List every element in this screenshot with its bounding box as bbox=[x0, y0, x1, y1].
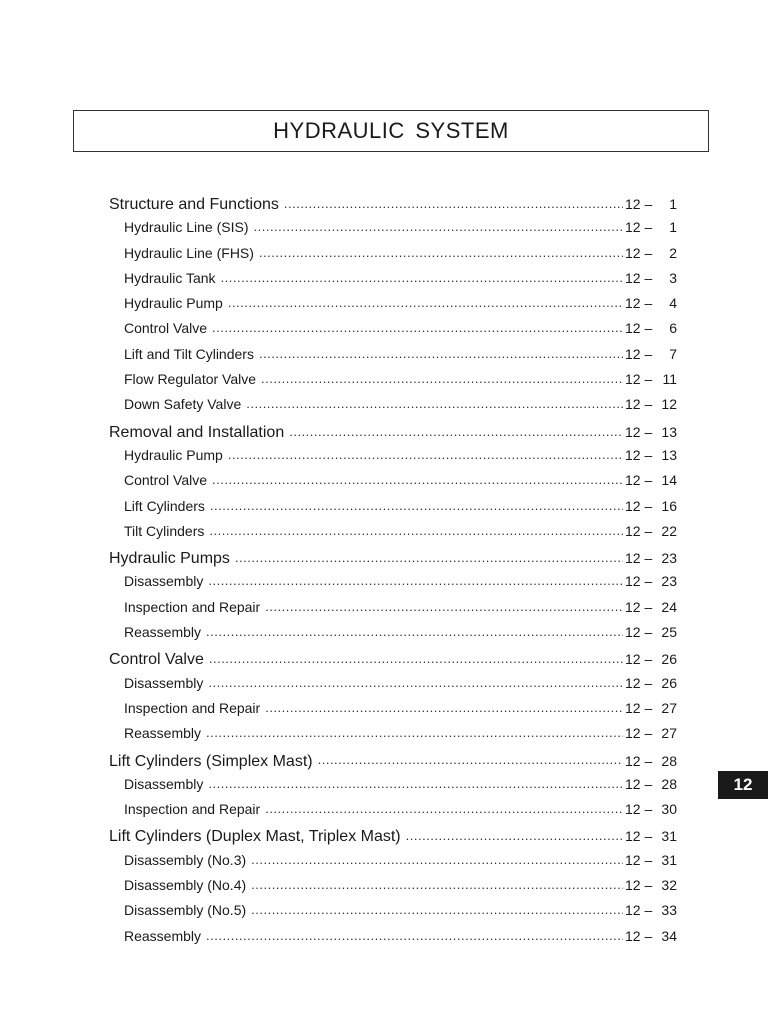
toc-page-number: 1 bbox=[669, 196, 677, 212]
toc-page-chapter: 12 – bbox=[625, 651, 653, 668]
toc-page-ref bbox=[623, 270, 677, 286]
toc-page-chapter: 12 – bbox=[625, 902, 653, 919]
toc-page-chapter: 12 – bbox=[625, 269, 653, 286]
page-title: HYDRAULIC SYSTEM bbox=[273, 118, 509, 143]
toc-page-chapter: 12 – bbox=[625, 196, 653, 212]
toc-page-chapter: 12 – bbox=[625, 851, 653, 868]
toc-entry-label: Flow Regulator Valve bbox=[124, 371, 257, 388]
toc-page-number: 31 bbox=[661, 851, 677, 868]
title-box bbox=[73, 110, 709, 152]
toc-entry-label: Control Valve bbox=[124, 472, 208, 489]
toc-subentry[interactable] bbox=[109, 294, 677, 319]
toc-page-number: 23 bbox=[661, 550, 677, 567]
toc-page-chapter: 12 – bbox=[625, 775, 653, 792]
toc-page-ref bbox=[623, 902, 677, 918]
toc-entry-label: Reassembly bbox=[124, 927, 202, 944]
dot-leader bbox=[208, 572, 623, 586]
dot-leader bbox=[228, 294, 623, 308]
toc-page-ref bbox=[623, 245, 677, 261]
toc-page-number: 24 bbox=[661, 598, 677, 615]
toc-entry-label: Disassembly bbox=[124, 674, 204, 691]
toc-subentry[interactable] bbox=[109, 395, 677, 420]
toc-subentry[interactable] bbox=[109, 623, 677, 648]
toc-page-ref bbox=[623, 573, 677, 589]
dot-leader bbox=[206, 623, 623, 637]
toc-entry-label: Lift and Tilt Cylinders bbox=[124, 345, 254, 362]
toc-page-chapter: 12 – bbox=[625, 598, 653, 615]
dot-leader bbox=[261, 370, 623, 384]
dot-leader bbox=[251, 876, 623, 890]
toc-page-ref bbox=[623, 523, 677, 539]
toc-page-chapter: 12 – bbox=[625, 674, 653, 691]
toc-page-number: 33 bbox=[661, 902, 677, 919]
toc-page-ref bbox=[623, 447, 677, 463]
chapter-tab: 12 bbox=[718, 771, 768, 799]
toc-entry-label: Reassembly bbox=[124, 624, 202, 641]
toc-page-number: 28 bbox=[661, 752, 677, 769]
toc-subentry[interactable] bbox=[109, 572, 677, 597]
toc-page-number: 1 bbox=[669, 219, 677, 236]
toc-subentry[interactable] bbox=[109, 471, 677, 496]
toc-entry-label: Hydraulic Pumps bbox=[109, 550, 230, 568]
dot-leader bbox=[254, 218, 624, 232]
toc-subentry[interactable] bbox=[109, 446, 677, 471]
dot-leader bbox=[209, 648, 623, 664]
toc-entry-label: Lift Cylinders (Simplex Mast) bbox=[109, 752, 313, 770]
toc-page-ref bbox=[623, 776, 677, 792]
toc-page-number: 4 bbox=[669, 295, 677, 312]
toc-page-chapter: 12 – bbox=[625, 371, 653, 388]
toc-page-ref bbox=[623, 346, 677, 362]
toc-page-chapter: 12 – bbox=[625, 320, 653, 337]
toc-page-ref bbox=[623, 196, 677, 212]
toc-page-ref bbox=[623, 219, 677, 235]
toc-section-entry[interactable] bbox=[109, 750, 677, 775]
toc-section-entry[interactable] bbox=[109, 421, 677, 446]
toc-page-number: 27 bbox=[661, 699, 677, 716]
dot-leader bbox=[210, 497, 623, 511]
toc-page-ref bbox=[623, 498, 677, 514]
toc-page-number: 27 bbox=[661, 725, 677, 742]
toc-page-ref bbox=[623, 675, 677, 691]
toc-page-number: 16 bbox=[661, 497, 677, 514]
toc-entry-label: Control Valve bbox=[109, 651, 204, 669]
dot-leader bbox=[284, 193, 623, 209]
dot-leader bbox=[289, 421, 623, 437]
toc-page-number: 22 bbox=[661, 522, 677, 539]
toc-page-chapter: 12 – bbox=[625, 573, 653, 590]
toc-page-ref bbox=[623, 472, 677, 488]
toc-entry-label: Hydraulic Line (SIS) bbox=[124, 219, 249, 236]
toc-page-number: 7 bbox=[669, 345, 677, 362]
toc-subentry[interactable] bbox=[109, 851, 677, 876]
toc-subentry[interactable] bbox=[109, 674, 677, 699]
toc-entry-label: Hydraulic Pump bbox=[124, 446, 223, 463]
toc-entry-label: Down Safety Valve bbox=[124, 396, 242, 413]
toc-subentry[interactable] bbox=[109, 345, 677, 370]
toc-page-ref bbox=[623, 396, 677, 412]
toc-page-chapter: 12 – bbox=[625, 396, 653, 413]
toc-entry-label: Hydraulic Pump bbox=[124, 295, 223, 312]
dot-leader bbox=[221, 269, 623, 283]
toc-page-chapter: 12 – bbox=[625, 828, 653, 845]
toc-page-ref bbox=[623, 424, 677, 440]
toc-entry-label: Inspection and Repair bbox=[124, 699, 261, 716]
dot-leader bbox=[206, 724, 623, 738]
toc-entry-label: Structure and Functions bbox=[109, 196, 279, 213]
toc-page-ref bbox=[623, 852, 677, 868]
toc-section-entry[interactable] bbox=[109, 648, 677, 673]
toc-subentry[interactable] bbox=[109, 319, 677, 344]
toc-subentry[interactable] bbox=[109, 724, 677, 749]
toc-page-number: 6 bbox=[669, 320, 677, 337]
toc-entry-label: Tilt Cylinders bbox=[124, 522, 205, 539]
toc-section-entry[interactable] bbox=[109, 547, 677, 572]
toc-subentry[interactable] bbox=[109, 598, 677, 623]
toc-page-chapter: 12 – bbox=[625, 624, 653, 641]
toc-entry-label: Inspection and Repair bbox=[124, 598, 261, 615]
toc-entry-label: Removal and Installation bbox=[109, 423, 285, 441]
toc-page-number: 13 bbox=[661, 423, 677, 440]
toc-page-ref bbox=[623, 651, 677, 667]
toc-subentry[interactable] bbox=[109, 876, 677, 901]
dot-leader bbox=[318, 750, 623, 766]
toc-page-number: 31 bbox=[661, 828, 677, 845]
toc-section-entry[interactable] bbox=[109, 193, 677, 218]
toc-page-ref bbox=[623, 550, 677, 566]
toc-page-ref bbox=[623, 700, 677, 716]
toc-page-chapter: 12 – bbox=[625, 801, 653, 818]
toc-subentry[interactable] bbox=[109, 269, 677, 294]
dot-leader bbox=[259, 345, 623, 359]
toc-page-chapter: 12 – bbox=[625, 725, 653, 742]
dot-leader bbox=[212, 319, 623, 333]
toc-page-number: 28 bbox=[661, 775, 677, 792]
toc-entry-label: Reassembly bbox=[124, 725, 202, 742]
toc-page-chapter: 12 – bbox=[625, 522, 653, 539]
toc-page-ref bbox=[623, 320, 677, 336]
toc-page-number: 25 bbox=[661, 624, 677, 641]
dot-leader bbox=[228, 446, 623, 460]
toc-entry-label: Disassembly (No.3) bbox=[124, 851, 247, 868]
toc-entry-label: Hydraulic Line (FHS) bbox=[124, 244, 254, 261]
dot-leader bbox=[209, 522, 623, 536]
toc-subentry[interactable] bbox=[109, 244, 677, 269]
toc-entry-label: Inspection and Repair bbox=[124, 801, 261, 818]
toc-page-ref bbox=[623, 599, 677, 615]
toc-page-chapter: 12 – bbox=[625, 877, 653, 894]
toc-page-ref bbox=[623, 828, 677, 844]
toc-page-number: 26 bbox=[661, 651, 677, 668]
table-of-contents bbox=[109, 193, 677, 952]
toc-page-chapter: 12 – bbox=[625, 752, 653, 769]
toc-page-number: 23 bbox=[661, 573, 677, 590]
toc-page-chapter: 12 – bbox=[625, 219, 653, 236]
dot-leader bbox=[206, 927, 623, 941]
toc-page-chapter: 12 – bbox=[625, 295, 653, 312]
toc-page-number: 2 bbox=[669, 244, 677, 261]
toc-page-ref bbox=[623, 877, 677, 893]
toc-page-chapter: 12 – bbox=[625, 927, 653, 944]
toc-entry-label: Lift Cylinders bbox=[124, 497, 205, 514]
dot-leader bbox=[251, 851, 623, 865]
toc-page-ref bbox=[623, 928, 677, 944]
toc-page-chapter: 12 – bbox=[625, 423, 653, 440]
toc-subentry[interactable] bbox=[109, 699, 677, 724]
dot-leader bbox=[246, 395, 623, 409]
toc-page-chapter: 12 – bbox=[625, 472, 653, 489]
toc-page-ref bbox=[623, 753, 677, 769]
toc-page-chapter: 12 – bbox=[625, 497, 653, 514]
toc-page-chapter: 12 – bbox=[625, 550, 653, 567]
toc-entry-label: Lift Cylinders (Duplex Mast, Triplex Mast) bbox=[109, 828, 401, 846]
toc-subentry[interactable] bbox=[109, 800, 677, 825]
toc-subentry[interactable] bbox=[109, 927, 677, 952]
dot-leader bbox=[208, 674, 623, 688]
toc-subentry[interactable] bbox=[109, 497, 677, 522]
dot-leader bbox=[235, 547, 623, 563]
dot-leader bbox=[212, 471, 623, 485]
toc-page-number: 13 bbox=[661, 446, 677, 463]
toc-subentry[interactable] bbox=[109, 522, 677, 547]
toc-page-number: 34 bbox=[661, 927, 677, 944]
toc-page-ref bbox=[623, 725, 677, 741]
dot-leader bbox=[259, 244, 623, 258]
toc-page-ref bbox=[623, 371, 677, 387]
dot-leader bbox=[265, 598, 623, 612]
dot-leader bbox=[208, 775, 623, 789]
toc-page-ref bbox=[623, 295, 677, 311]
toc-page-chapter: 12 – bbox=[625, 345, 653, 362]
toc-page-ref bbox=[623, 624, 677, 640]
toc-subentry[interactable] bbox=[109, 370, 677, 395]
toc-page-number: 32 bbox=[661, 877, 677, 894]
toc-entry-label: Disassembly (No.5) bbox=[124, 902, 247, 919]
toc-entry-label: Disassembly bbox=[124, 573, 204, 590]
toc-page-number: 11 bbox=[662, 371, 677, 388]
toc-entry-label: Disassembly bbox=[124, 775, 204, 792]
toc-page-chapter: 12 – bbox=[625, 446, 653, 463]
toc-page-ref bbox=[623, 801, 677, 817]
toc-section-entry[interactable] bbox=[109, 825, 677, 850]
dot-leader bbox=[265, 800, 623, 814]
toc-page-number: 14 bbox=[661, 472, 677, 489]
toc-subentry[interactable] bbox=[109, 218, 677, 243]
toc-page-number: 30 bbox=[661, 801, 677, 818]
dot-leader bbox=[251, 901, 623, 915]
dot-leader bbox=[265, 699, 623, 713]
toc-page-chapter: 12 – bbox=[625, 699, 653, 716]
toc-page-chapter: 12 – bbox=[625, 244, 653, 261]
toc-page-number: 3 bbox=[669, 269, 677, 286]
dot-leader bbox=[406, 825, 623, 841]
toc-page-number: 12 bbox=[661, 396, 677, 413]
toc-entry-label: Control Valve bbox=[124, 320, 208, 337]
toc-subentry[interactable] bbox=[109, 901, 677, 926]
toc-page-number: 26 bbox=[661, 674, 677, 691]
toc-entry-label: Hydraulic Tank bbox=[124, 269, 216, 286]
toc-entry-label: Disassembly (No.4) bbox=[124, 877, 247, 894]
toc-subentry[interactable] bbox=[109, 775, 677, 800]
